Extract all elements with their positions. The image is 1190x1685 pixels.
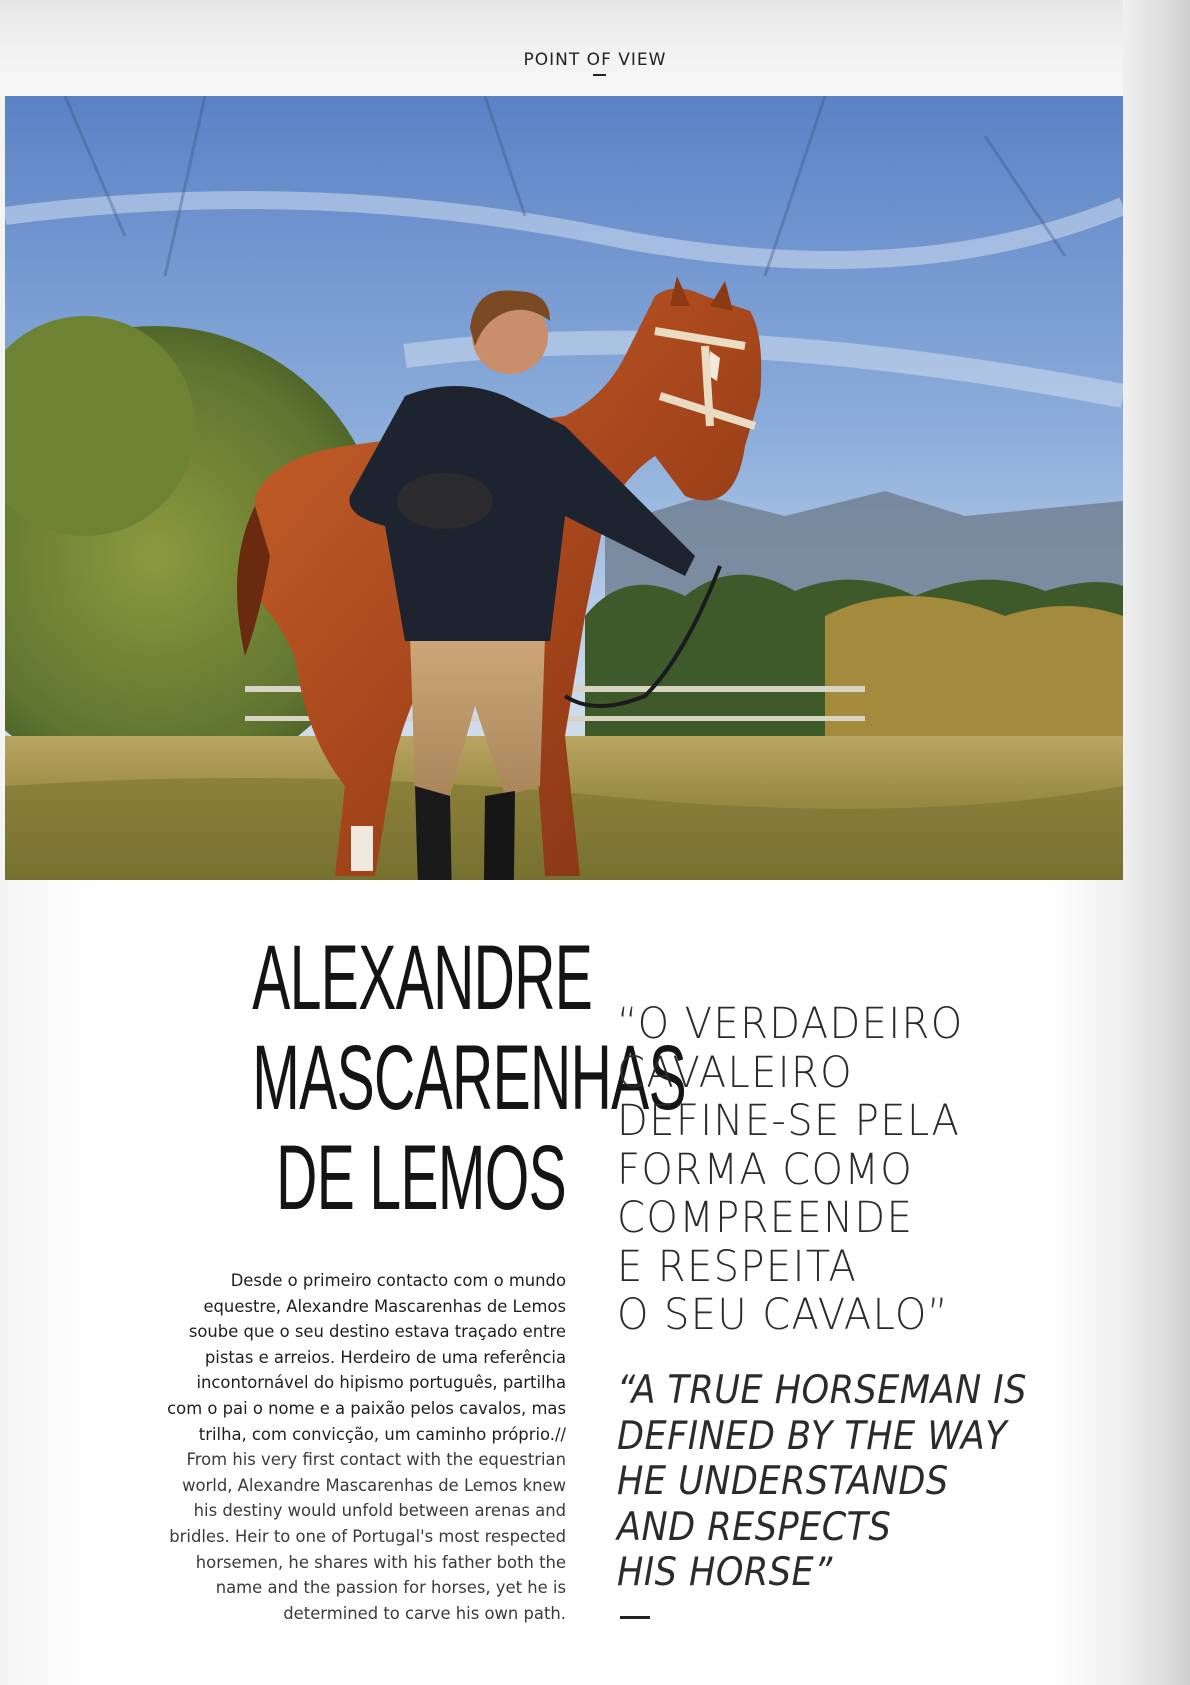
quote-en-line: HE UNDERSTANDS [617,1459,949,1504]
section-underline [593,74,606,76]
intro-pt-line: pistas e arreios. Herdeiro de uma referência [204,1347,566,1367]
hero-photo [5,96,1123,880]
title-line-1: ALEXANDRE [252,927,593,1029]
photo-horse-and-rider-icon [5,96,1123,880]
intro-pt-line: incontornável do hipismo português, partilha [196,1373,566,1393]
quote-end-dash [620,1616,650,1619]
header-band [0,0,1190,96]
intro-pt-line: soube que o seu destino estava traçado entre [188,1322,566,1342]
intro-pt-line: com o pai o nome e a paixão pelos cavalos, mas [167,1398,566,1418]
intro-en-line: world, Alexandre Mascarenhas de Lemos knew [182,1475,566,1495]
quote-pt-line: COMPREENDE [617,1193,914,1243]
quote-en-line: DEFINED BY THE WAY [617,1413,1008,1459]
pull-quote-portuguese [617,1000,1137,1340]
pull-quote-english [617,1368,1137,1596]
intro-en-line: horsemen, he shares with his father both the [195,1552,566,1572]
quote-pt-line: CAVALEIRO [617,1047,854,1098]
section-label: POINT OF VIEW [523,50,667,70]
title-line-3: DE LEMOS [276,1127,566,1229]
article-intro [60,1268,566,1626]
intro-pt-line: Desde o primeiro contacto com o mundo [230,1271,566,1290]
quote-pt-line: DEFINE-SE PELA [617,1096,961,1146]
article-title [60,927,687,1229]
intro-en-line: bridles. Heir to one of Portugal's most respected [169,1526,566,1546]
intro-en-line: his destiny would unfold between arenas and [193,1501,566,1521]
intro-pt-line: trilha, com convicção, um caminho próprio.// [198,1424,566,1444]
quote-pt-line: O SEU CAVALO” [617,1290,950,1340]
title-line-2: MASCARENHAS [252,1027,687,1129]
intro-en-line: name and the passion for horses, yet he is [215,1578,566,1598]
intro-en-line: determined to carve his own path. [283,1603,566,1623]
intro-portuguese [60,1268,566,1447]
intro-english [60,1447,566,1626]
quote-pt-line: E RESPEITA [617,1241,858,1292]
quote-en-line: “A TRUE HORSEMAN IS [617,1368,1027,1413]
quote-pt-line: FORMA COMO [617,1144,914,1195]
intro-pt-line: equestre, Alexandre Mascarenhas de Lemos [203,1296,566,1316]
quote-en-line: HIS HORSE” [617,1550,833,1595]
intro-en-line: From his very first contact with the equestrian [186,1450,566,1470]
quote-pt-line: “O VERDADEIRO [617,999,964,1049]
quote-en-line: AND RESPECTS [617,1504,892,1550]
